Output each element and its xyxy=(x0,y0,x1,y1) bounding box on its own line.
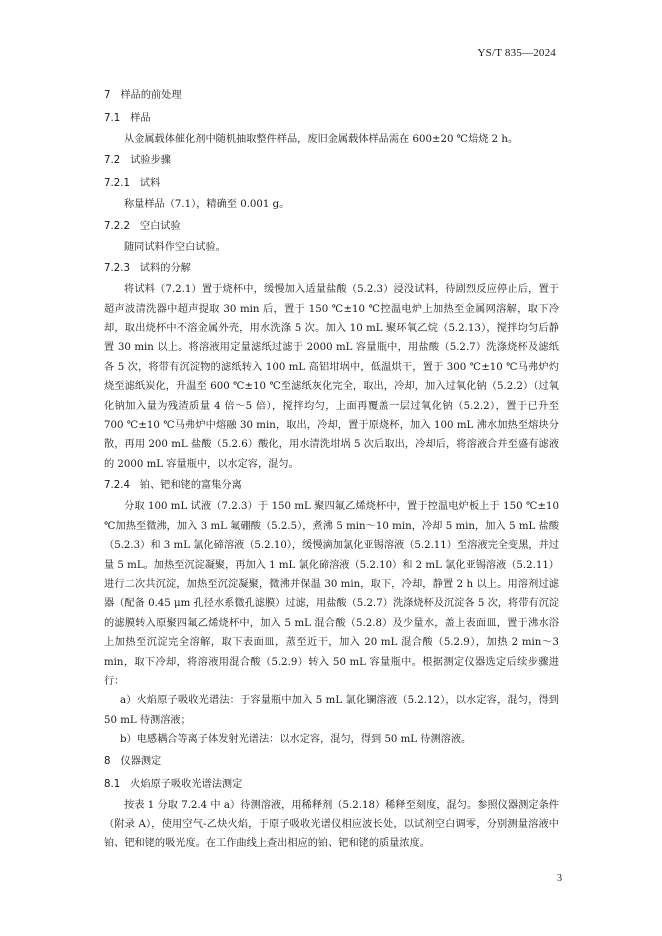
heading-title: 样品的前处理 xyxy=(120,90,182,101)
heading-8 xyxy=(104,750,559,773)
heading-title: 试验步骤 xyxy=(130,155,171,167)
heading-7 xyxy=(104,84,559,107)
heading-number: 7 xyxy=(104,90,111,101)
heading-title: 样品 xyxy=(130,113,151,124)
paragraph-7-2-4: 分取 100 mL 试液（7.2.3）于 150 mL 聚四氟乙烯烧杯中，置于控温电炉板上于 150 ℃±10 ℃加热至微沸，加入 3 mL 氟硼酸（5.2.5），煮沸 5 min～10 min，冷却 5 min，加入 5 mL 盐酸（5.2.3）和 3 mL 氯化碲溶液（5.2.10），缓慢滴加氯化亚锡溶液（5.2.11）至溶液完全变黑，并过量 5 mL。加热至沉淀凝聚，再加入 1 mL 氯化碲溶液（5.2.10）和 2 mL 氯化亚锡溶液（5.2.11）进行二次共沉淀，加热至沉淀凝聚，微沸并保温 30 min，取下，冷却，静置 2 h 以上。用溶剂过滤器（配备 0.45 μm 孔径水系微孔滤膜）过滤，用盐酸（5.2.7）洗涤烧杯及沉淀各 5 次，将带有沉淀的滤膜转入原聚四氟乙烯烧杯中，加入 5 mL 混合酸（5.2.8）及少量水，盖上表面皿，置于沸水浴上加热至沉淀完全溶解，取下表面皿，蒸至近干，加入 20 mL 混合酸（5.2.9），加热 2 min～3 min，取下冷却，将溶液用混合酸（5.2.9）转入 50 mL 容量瓶中。根据测定仪器选定后续步骤进行： xyxy=(104,501,559,687)
paragraph-7-2-3: 将试料（7.2.1）置于烧杯中，缓慢加入适量盐酸（5.2.3）浸没试料，待剧烈反应停止后，置于超声波清洗器中超声提取 30 min 后，置于 150 ℃±10 ℃控温电炉上加热至金属网溶解，取下冷却，取出烧杯中不溶金属外壳，用水洗涤 5 次。加入 10 mL 聚环氧乙烷（5.2.13），搅拌均匀后静置 30 min 以上。将溶液用定量滤纸过滤于 2000 mL 容量瓶中，用盐酸（5.2.7）洗涤烧杯及滤纸各 5 次，将带有沉淀物的滤纸转入 100 mL 高铝坩埚中，低温烘干，置于 300 ℃±10 ℃马弗炉灼烧至滤纸炭化，升温至 600 ℃±10 ℃至滤纸灰化完全，取出，冷却，加入过氧化钠（5.2.2）（过氧化钠加入量为残渣质量 4 倍～5 倍），搅拌均匀，上面再覆盖一层过氧化钠（5.2.2），置于已升至 700 ℃±10 ℃马弗炉中熔融 30 min，取出，冷却，置于原烧杯，加入 100 mL 沸水加热至熔块分散，再用 200 mL 盐酸（5.2.6）酸化，用水清洗坩埚 5 次后取出，冷却后，将溶液合并至盛有滤液的 2000 mL 容量瓶中，以水定容，混匀。 xyxy=(104,284,559,470)
list-item-b: b）电感耦合等离子体发射光谱法：以水定容，混匀，得到 50 mL 待测溶液。 xyxy=(120,734,472,746)
paragraph-7-2-2: 随同试料作空白试验。 xyxy=(124,241,226,253)
heading-number: 7.1 xyxy=(104,113,121,124)
list-item-a: a）火焰原子吸收光谱法：于容量瓶中加入 5 mL 氯化镧溶液（5.2.12），以水定容，混匀，得到 50 mL 待测溶液； xyxy=(104,695,559,726)
heading-number: 7.2 xyxy=(104,155,121,167)
heading-8-1 xyxy=(104,773,559,796)
heading-7-2 xyxy=(104,149,559,172)
heading-number: 8.1 xyxy=(104,778,121,790)
heading-title: 仪器测定 xyxy=(120,755,162,767)
heading-title: 铂、钯和铑的富集分离 xyxy=(139,480,242,492)
heading-number: 7.2.1 xyxy=(104,178,130,190)
document-code: YS/T 835—2024 xyxy=(477,47,556,59)
heading-title: 空白试验 xyxy=(139,220,181,232)
heading-7-2-1 xyxy=(104,172,559,195)
paragraph-8-1: 按表 1 分取 7.2.4 中 a）待测溶液，用稀释剂（5.2.18）稀释至刻度，混匀。参照仪器测定条件（附录 A），使用空气-乙炔火焰，于原子吸收光谱仪相应波长处，以试剂空白调零，分别测量溶液中铂、钯和铑的吸光度。在工作曲线上查出相应的铂、钯和铑的质量浓度。 xyxy=(104,799,559,850)
heading-7-2-2 xyxy=(104,215,559,238)
paragraph-7-1: 从金属载体催化剂中随机抽取整件样品，废旧金属载体样品需在 600±20 ℃焙烧 2 h。 xyxy=(124,134,519,145)
heading-7-2-3 xyxy=(104,257,559,280)
heading-title: 火焰原子吸收光谱法测定 xyxy=(130,778,243,790)
heading-number: 7.2.2 xyxy=(104,220,130,232)
heading-title: 试料 xyxy=(139,178,161,190)
page-number: 3 xyxy=(557,873,562,884)
paragraph-7-2-1: 称量样品（7.1），精确至 0.001 g。 xyxy=(124,199,290,211)
heading-number: 7.2.4 xyxy=(104,480,130,492)
document-body xyxy=(104,84,559,854)
heading-7-1 xyxy=(104,107,559,130)
heading-title: 试料的分解 xyxy=(139,263,191,275)
heading-number: 7.2.3 xyxy=(104,263,130,275)
heading-number: 8 xyxy=(104,755,111,767)
heading-7-2-4 xyxy=(104,474,559,497)
